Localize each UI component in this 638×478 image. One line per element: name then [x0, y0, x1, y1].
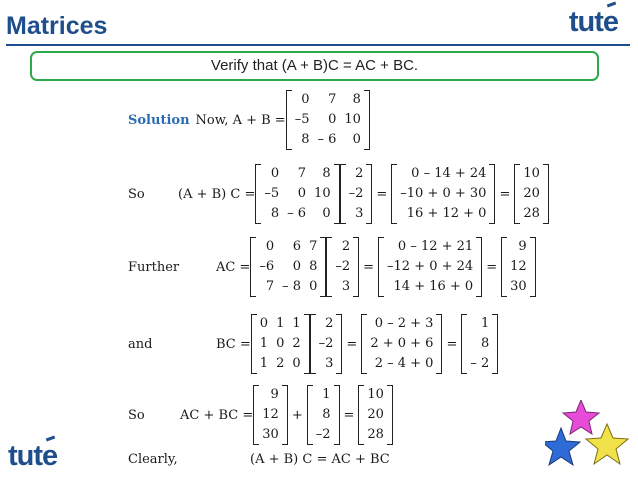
- matrix-a: [250, 237, 326, 297]
- matrix-cell: 8: [270, 206, 280, 221]
- matrix-cell: 0: [297, 186, 307, 201]
- matrix-result: [514, 164, 549, 224]
- conclusion-text: (A + B) C = AC + BC: [250, 452, 390, 467]
- matrix-a-plus-b: [286, 90, 370, 150]
- matrix-cell: 0 – 14 + 24: [411, 166, 487, 181]
- matrix-cell: 10: [314, 186, 331, 201]
- matrix-cell: –2: [348, 186, 364, 201]
- title-divider: [6, 44, 630, 46]
- matrix-ac: [253, 385, 288, 445]
- line-expression: (A + B) C =: [178, 186, 256, 202]
- matrix-cell: 8: [309, 259, 318, 274]
- solution-text: Now, A + B =: [195, 112, 286, 128]
- tute-logo-bottom: tute: [8, 440, 58, 472]
- matrix-cell: 2: [341, 239, 351, 254]
- matrix-cell: –12 + 0 + 24: [387, 259, 474, 274]
- matrix-cell: –5: [264, 186, 280, 201]
- matrix-cell: –6: [259, 259, 275, 274]
- matrix-cell: 7: [297, 166, 307, 181]
- matrix-cell: 0: [328, 112, 337, 127]
- matrix-cell: 6: [292, 239, 302, 254]
- matrix-cell: –2: [315, 427, 331, 442]
- matrix-cell: 8: [352, 92, 361, 107]
- matrix-result: [501, 237, 536, 297]
- matrix-cell: – 2: [470, 356, 490, 371]
- matrix-cell: 9: [518, 239, 527, 254]
- matrix-b: [251, 314, 310, 374]
- matrix-cell: 2: [276, 356, 285, 371]
- matrix-cell: 0: [322, 206, 331, 221]
- matrix-cell: – 6: [317, 132, 337, 147]
- line-expression: AC + BC =: [180, 407, 254, 423]
- matrix-cell: 28: [367, 427, 384, 442]
- solution-line-4: and BC = 0 1 1 1 0 2 1 2 0 2 –2 3 = 0 – 2 + 3 2 + 0 + 6 2 – 4 + 0 = 1 8 – 2: [128, 314, 498, 374]
- matrix-cell: 16 + 12 + 0: [406, 206, 487, 221]
- matrix-cell: 7: [265, 279, 275, 294]
- tute-logo-top: tute: [568, 6, 618, 38]
- solution-line-2: So (A + B) C = 0 7 8 –5 0 10 8 – 6 0 2 –2 3 = 0 – 14 + 24 –10 + 0 + 30 16 + 12 + 0 = 10 20 28: [128, 164, 549, 224]
- matrix-cell: 12: [510, 259, 527, 274]
- line-label: and: [128, 336, 153, 352]
- matrix-cell: 1: [276, 316, 285, 331]
- matrix-bc: [307, 385, 340, 445]
- matrix-cell: 30: [262, 427, 279, 442]
- matrix-cell: 8: [322, 166, 331, 181]
- matrix-result: [461, 314, 498, 374]
- matrix-cell: 10: [367, 387, 384, 402]
- yellow-star-icon: [586, 424, 628, 464]
- matrix-cell: 9: [270, 387, 279, 402]
- matrix-cell: 0: [309, 279, 318, 294]
- matrix-cell: 1: [292, 316, 301, 331]
- matrix-cell: 0: [259, 316, 269, 331]
- matrix-cell: 10: [344, 112, 361, 127]
- matrix-cell: 0: [265, 239, 275, 254]
- matrix-c: [310, 314, 343, 374]
- matrix-cell: 3: [325, 356, 334, 371]
- matrix-cell: 1: [259, 336, 269, 351]
- line-label: So: [128, 407, 145, 423]
- line-expression: AC =: [216, 259, 251, 275]
- matrix-cell: –10 + 0 + 30: [400, 186, 487, 201]
- matrix-product-expansion: [391, 164, 495, 224]
- line-label: Clearly,: [128, 452, 178, 467]
- matrix-cell: 0: [270, 166, 280, 181]
- matrix-cell: 0: [292, 356, 301, 371]
- matrix-cell: 2 + 0 + 6: [370, 336, 434, 351]
- matrix-cell: – 8: [282, 279, 302, 294]
- solution-line-3: Further AC = 0 6 7 –6 0 8 7 – 8 0 2 –2 3 = 0 – 12 + 21 –12 + 0 + 24 14 + 16 + 0 = 9 12 30: [128, 237, 536, 297]
- matrix-cell: 1: [480, 316, 490, 331]
- matrix-cell: 2: [292, 336, 301, 351]
- matrix-cell: 20: [367, 407, 384, 422]
- matrix-c: [326, 237, 359, 297]
- matrix-c: [340, 164, 373, 224]
- matrix-result: [358, 385, 393, 445]
- matrix-cell: 14 + 16 + 0: [393, 279, 474, 294]
- matrix-cell: 12: [262, 407, 279, 422]
- matrix-cell: 0: [301, 92, 310, 107]
- matrix-cell: 2 – 4 + 0: [374, 356, 434, 371]
- matrix-cell: 3: [341, 279, 351, 294]
- solution-label: Solution: [128, 112, 190, 128]
- matrix-cell: 8: [322, 407, 331, 422]
- matrix-product-expansion: [361, 314, 442, 374]
- matrix-cell: 7: [309, 239, 318, 254]
- matrix-cell: 0: [276, 336, 285, 351]
- solution-line-1: [128, 90, 370, 150]
- stars-decoration-icon: [545, 400, 638, 478]
- line-label: Further: [128, 259, 180, 275]
- matrix-cell: 1: [259, 356, 269, 371]
- matrix-cell: –2: [335, 259, 351, 274]
- matrix-cell: 7: [328, 92, 337, 107]
- matrix-cell: 30: [510, 279, 527, 294]
- matrix-cell: 2: [355, 166, 364, 181]
- matrix-cell: 0: [292, 259, 302, 274]
- question-box: Verify that (A + B)C = AC + BC.: [30, 51, 599, 81]
- matrix-cell: 3: [355, 206, 364, 221]
- matrix-cell: 28: [523, 206, 540, 221]
- solution-line-6: [128, 452, 390, 467]
- matrix-cell: 20: [523, 186, 540, 201]
- blue-star-icon: [545, 428, 580, 465]
- matrix-product-expansion: [378, 237, 482, 297]
- pink-star-icon: [563, 400, 599, 434]
- matrix-cell: –2: [318, 336, 334, 351]
- line-expression: BC =: [216, 336, 251, 352]
- solution-line-5: So AC + BC = 9 12 30 + 1 8 –2 = 10 20 28: [128, 385, 393, 445]
- matrix-cell: 8: [480, 336, 490, 351]
- matrix-cell: –5: [294, 112, 310, 127]
- matrix-cell: 0 – 2 + 3: [374, 316, 434, 331]
- matrix-cell: 1: [322, 387, 331, 402]
- matrix-cell: – 6: [287, 206, 307, 221]
- matrix-cell: 10: [523, 166, 540, 181]
- matrix-a-plus-b: [255, 164, 339, 224]
- matrix-cell: 0 – 12 + 21: [397, 239, 474, 254]
- page-title: Matrices: [6, 12, 108, 40]
- matrix-cell: 0: [352, 132, 361, 147]
- matrix-cell: 8: [301, 132, 310, 147]
- line-label: So: [128, 186, 145, 202]
- matrix-cell: 2: [325, 316, 334, 331]
